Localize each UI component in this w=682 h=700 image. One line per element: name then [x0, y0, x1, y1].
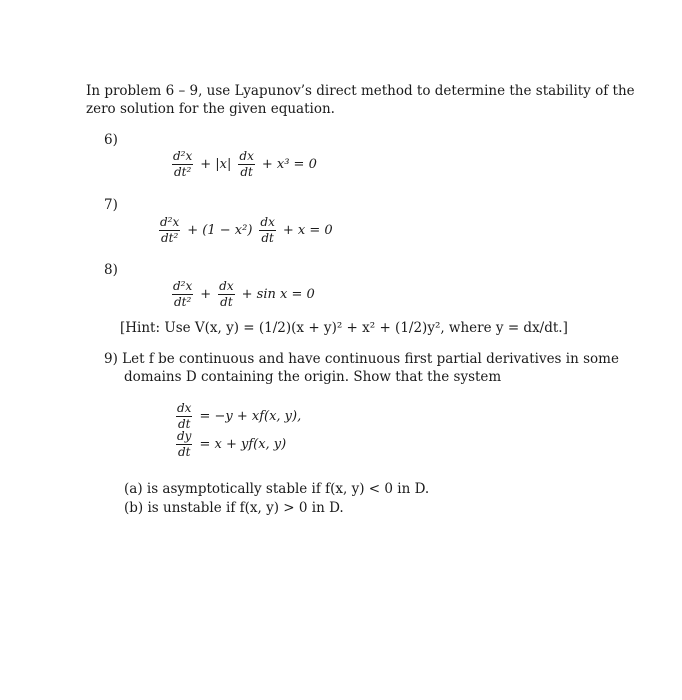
- problem-9-text: [104, 350, 644, 386]
- problem-8-number: 8): [104, 262, 118, 278]
- p7-middle-term: + (1 − x²): [187, 223, 253, 238]
- p7-first-derivative: $\frac{dx}{dt}$: [260, 215, 275, 245]
- p8-plus: +: [200, 287, 212, 302]
- problem-9-statement: Let f be continuous and have continuous first partial derivatives in some domains D containing the origin. Show that the system: [122, 351, 619, 385]
- p6-tail-term: + x³ = 0: [261, 157, 317, 172]
- p8-tail-term: + sin x = 0: [241, 287, 315, 302]
- p8-first-derivative: $\frac{dx}{dt}$: [219, 279, 234, 309]
- part-a: (a) is asymptotically stable if f(x, y) < 0 in D.: [124, 481, 430, 497]
- problem-7-number: 7): [104, 197, 118, 213]
- intro-paragraph: In problem 6 – 9, use Lyapunov’s direct method to determine the stability of the zero solution for the given equation.: [86, 83, 635, 117]
- problem-6-number: 6): [104, 132, 118, 148]
- problem-9-system: [172, 402, 304, 458]
- p6-first-derivative: $\frac{dx}{dt}$: [239, 149, 254, 179]
- problem-8-equation: [168, 280, 318, 309]
- p7-tail-term: + x = 0: [282, 223, 333, 238]
- p6-middle-term: + |x|: [200, 157, 232, 172]
- problem-9-number: 9): [104, 351, 118, 367]
- problem-7-equation: [155, 216, 336, 245]
- part-b: (b) is unstable if f(x, y) > 0 in D.: [124, 500, 344, 516]
- problem-9-parts: [124, 480, 429, 518]
- problem-9: [104, 350, 644, 386]
- problem-6-equation: [168, 150, 320, 179]
- p7-second-derivative: $\frac{\text{d²x}}{\text{dt²}}$: [160, 215, 180, 245]
- system-equation-1: [172, 402, 304, 430]
- p6-second-derivative: $\frac{\text{d²x}}{\text{dt²}}$: [173, 149, 193, 179]
- system-eq1-rhs: = −y + xf(x, y),: [199, 408, 302, 424]
- system-equation-2: [172, 430, 304, 458]
- problem-8-hint: [Hint: Use V(x, y) = (1/2)(x + y)² + x² + (1/2)y², where y = dx/dt.]: [120, 320, 568, 336]
- dy-dt-fraction: $\frac{dy}{dt}$: [177, 428, 192, 459]
- dx-dt-fraction: $\frac{dx}{dt}$: [177, 400, 192, 431]
- p8-second-derivative: $\frac{\text{d²x}}{\text{dt²}}$: [173, 279, 193, 309]
- system-eq2-rhs: = x + yf(x, y): [199, 436, 287, 452]
